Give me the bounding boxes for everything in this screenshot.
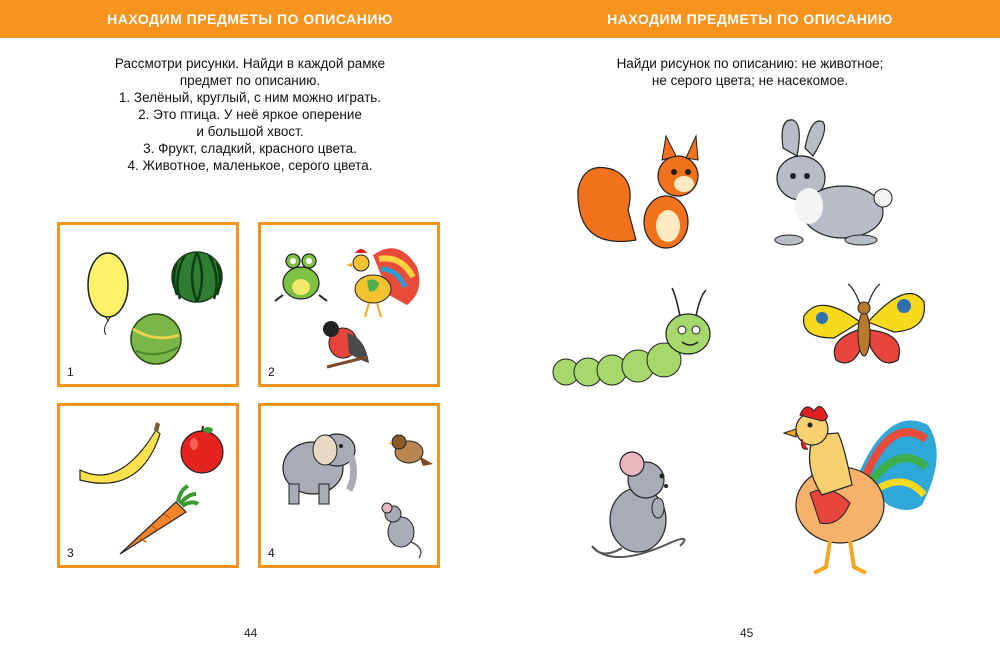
page-number: 44 — [244, 626, 258, 640]
mouse-picture — [382, 503, 421, 558]
watermelon-picture — [172, 252, 222, 302]
frame-2 — [258, 222, 440, 387]
page-header: НАХОДИМ ПРЕДМЕТЫ ПО ОПИСАНИЮ — [0, 0, 500, 38]
bullfinch-picture — [323, 321, 369, 367]
mouse-picture — [578, 446, 728, 576]
frame-number: 1 — [67, 365, 74, 379]
carrot-picture — [120, 486, 198, 554]
rabbit-picture — [765, 118, 895, 253]
balloon-picture — [88, 253, 128, 335]
instructions — [500, 55, 1000, 89]
butterfly-picture — [802, 272, 927, 380]
frog-picture — [275, 254, 327, 301]
instruction-line: Рассмотри рисунки. Найди в каждой рамке — [114, 56, 386, 71]
banana-picture — [80, 422, 160, 483]
instruction-line: Найди рисунок по описанию: не животное; — [616, 56, 884, 71]
page-header: НАХОДИМ ПРЕДМЕТЫ ПО ОПИСАНИЮ — [500, 0, 1000, 38]
apple-picture — [181, 426, 223, 473]
instructions — [0, 55, 500, 174]
page-number: 45 — [740, 626, 754, 640]
instruction-line: 1. Зелёный, круглый, с ним можно играть. — [118, 90, 382, 105]
frame-3 — [57, 403, 239, 568]
frame-1 — [57, 222, 239, 387]
instruction-line: 4. Животное, маленькое, серого цвета. — [127, 158, 373, 173]
frame-number: 2 — [268, 365, 275, 379]
instruction-line: предмет по описанию. — [179, 73, 321, 88]
sparrow-picture — [388, 435, 433, 466]
frame-number: 4 — [268, 546, 275, 560]
instruction-line: и большой хвост. — [196, 124, 304, 139]
right-page — [500, 0, 1000, 654]
instruction-line: не серого цвета; не насекомое. — [651, 73, 849, 88]
frame-number: 3 — [67, 546, 74, 560]
rooster-picture — [770, 395, 945, 585]
instruction-line: 3. Фрукт, сладкий, красного цвета. — [143, 141, 357, 156]
squirrel-picture — [576, 130, 716, 260]
elephant-picture — [283, 434, 355, 504]
instruction-line: 2. Это птица. У неё яркое оперение — [138, 107, 362, 122]
caterpillar-picture — [548, 282, 718, 394]
rooster-picture — [346, 248, 419, 317]
frame-4 — [258, 403, 440, 568]
ball-picture — [131, 314, 181, 364]
